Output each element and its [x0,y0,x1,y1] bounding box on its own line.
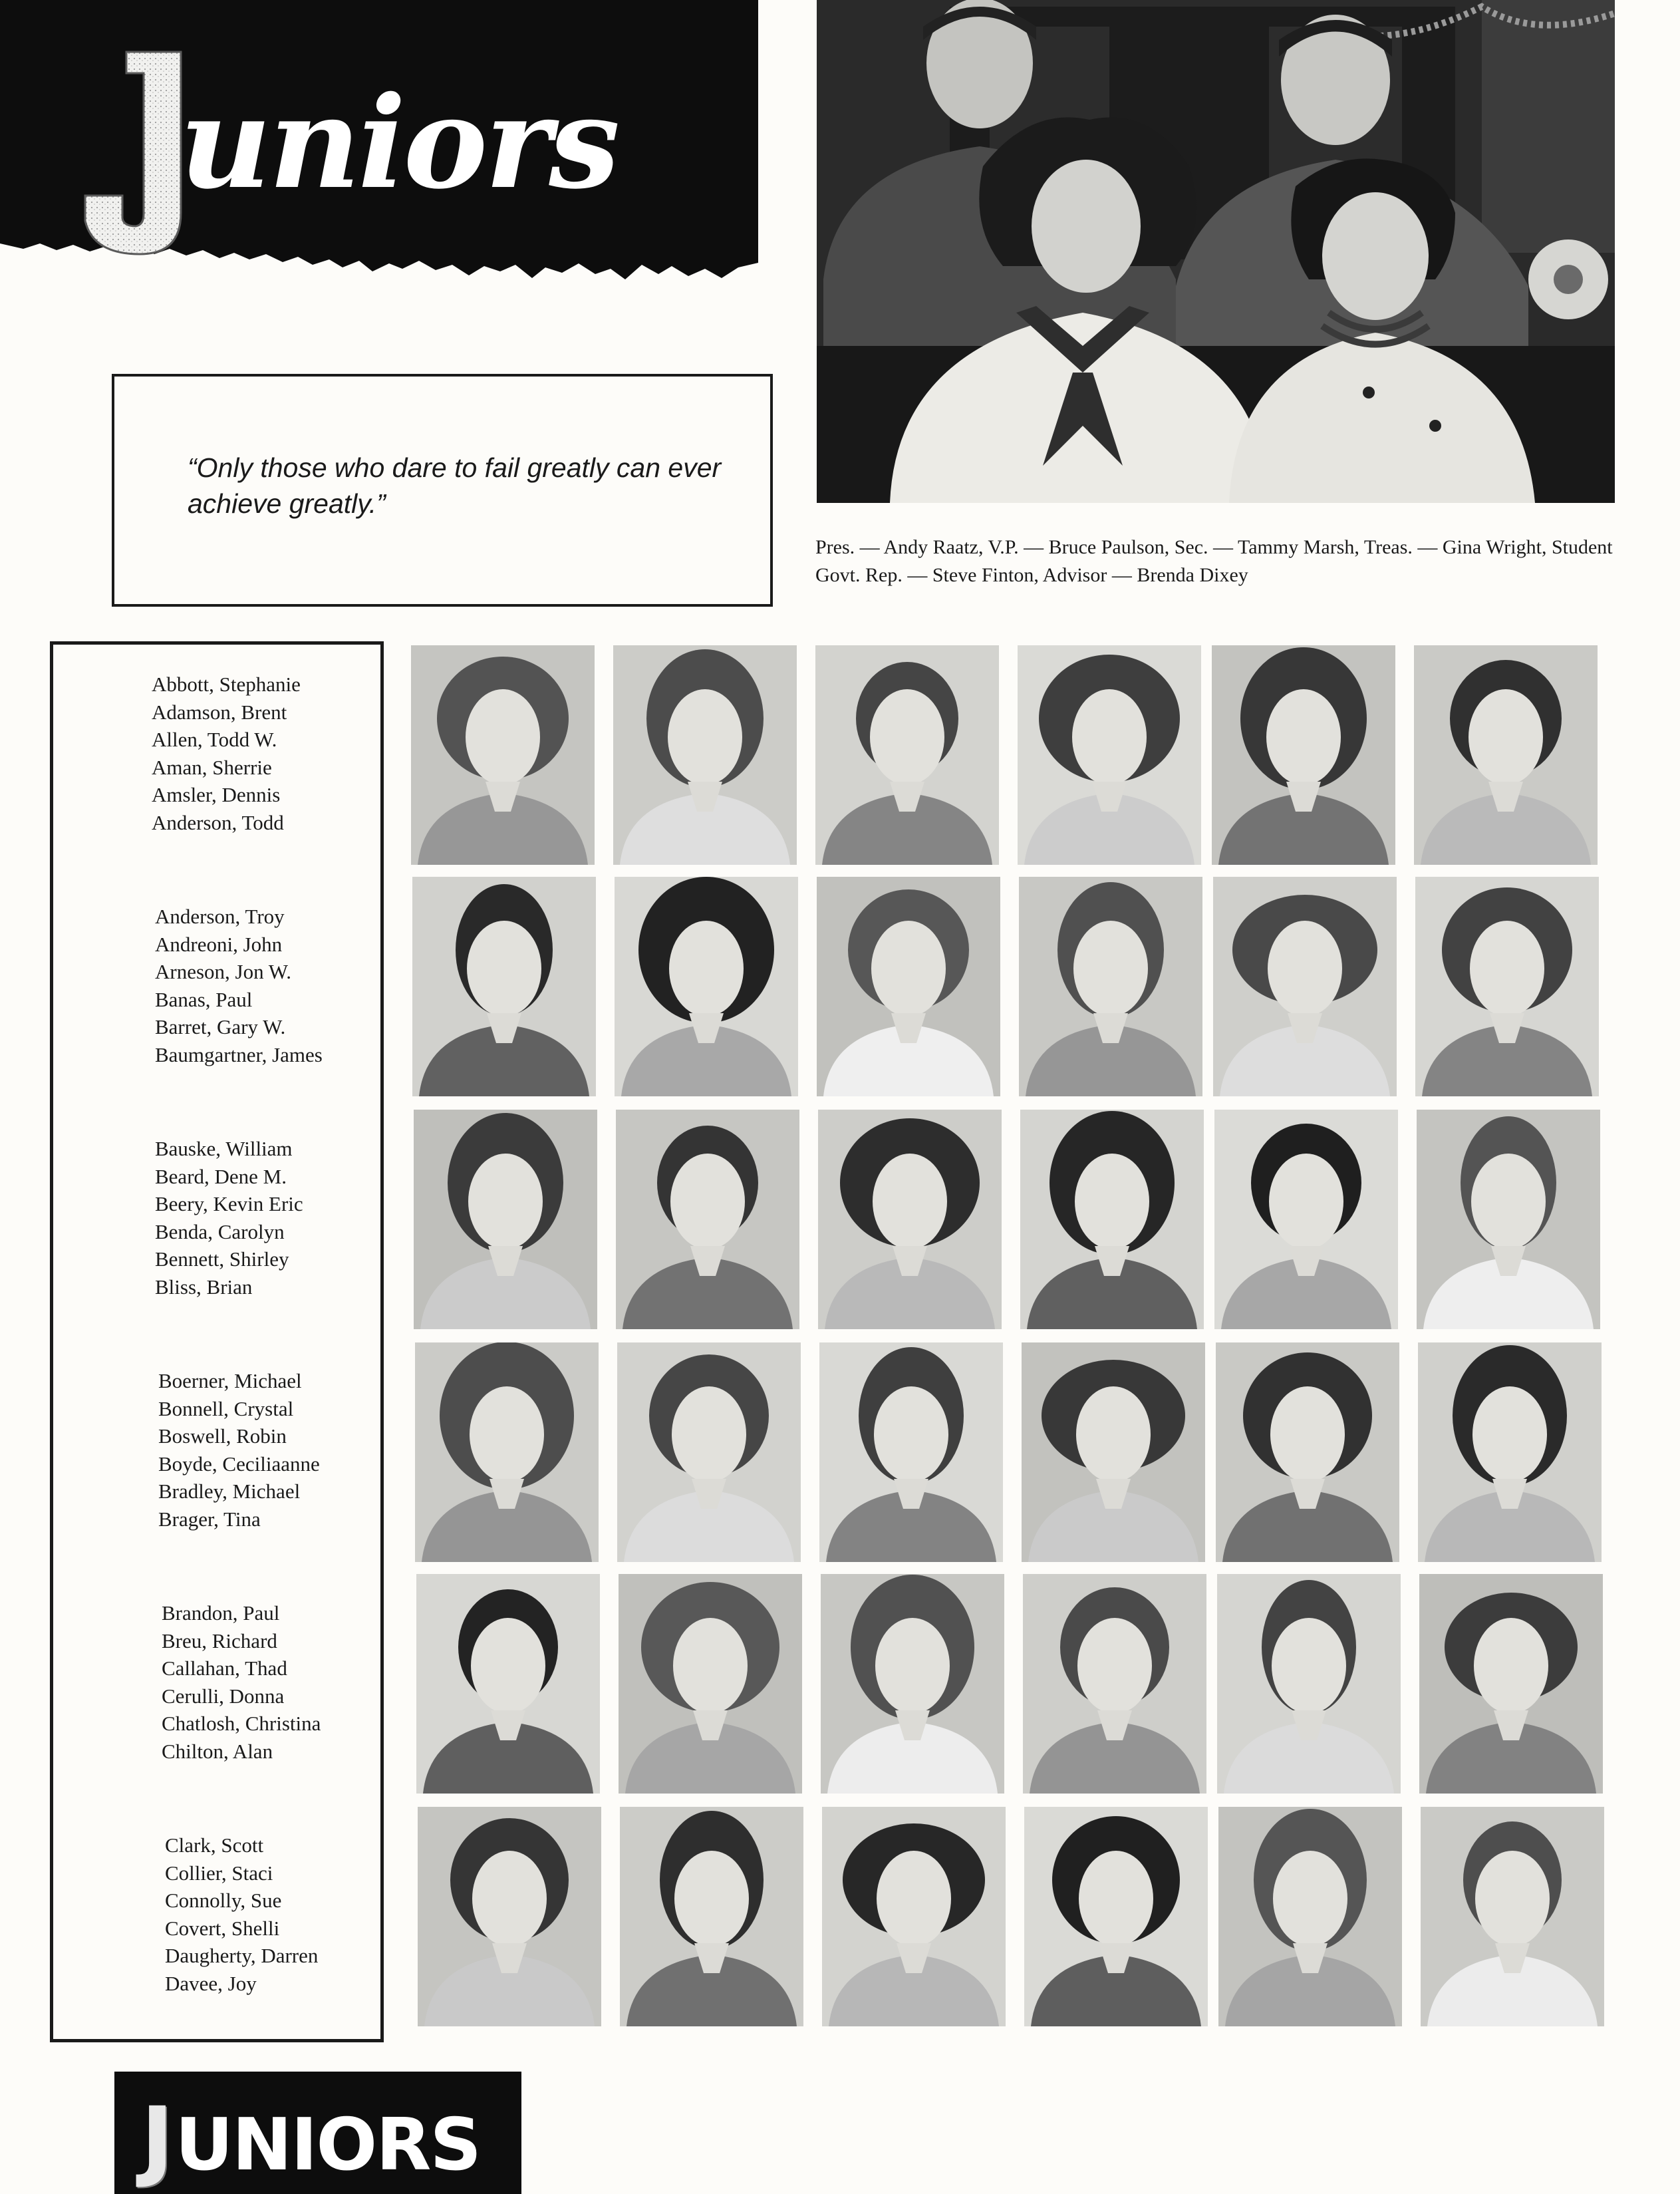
officers-caption: Pres. — Andy Raatz, V.P. — Bruce Paulson, Sec. — Tammy Marsh, Treas. — Gina Wright, Student Govt. Rep. — Steve Finton, Advisor — Brenda Dixey [815,536,1613,586]
name-group [158,1367,320,1533]
student-portrait [619,1574,802,1794]
portrait-image [1022,1342,1205,1562]
student-portrait [1414,645,1598,865]
student-name: Andreoni, John [155,932,283,956]
student-name: Bennett, Shirley [155,1247,289,1271]
portrait-image [821,1574,1004,1794]
student-portrait [412,877,596,1096]
portrait-image [1421,1807,1604,2026]
student-name: Callahan, Thad [162,1656,287,1680]
portrait-image [1417,1110,1600,1329]
student-name: Boswell, Robin [158,1424,287,1448]
student-name: Amsler, Dennis [152,783,281,806]
student-portrait [1418,1342,1602,1562]
student-portrait [1022,1342,1205,1562]
student-name: Anderson, Troy [155,905,285,928]
student-name: Covert, Shelli [165,1916,280,1940]
student-portrait [613,645,797,865]
student-name: Bauske, William [155,1137,293,1160]
portrait-image [416,1574,600,1794]
officers-photo-image [817,0,1615,503]
portrait-image [1418,1342,1602,1562]
class-officers-photo [817,0,1615,503]
portrait-image [613,645,797,865]
name-group [155,903,323,1068]
portrait-image [1019,877,1202,1096]
student-name: Boerner, Michael [158,1369,302,1392]
portrait-image [1213,877,1397,1096]
student-name: Boyde, Ceciliaanne [158,1452,320,1476]
student-name: Brager, Tina [158,1507,261,1531]
portrait-image [1216,1342,1399,1562]
portrait-image [616,1110,799,1329]
student-portrait [615,877,798,1096]
student-name: Bonnell, Crystal [158,1396,294,1420]
student-portrait [817,877,1000,1096]
student-portrait [414,1110,597,1329]
student-name: Aman, Sherrie [152,755,272,779]
student-portrait [616,1110,799,1329]
page-title: uniors [180,69,618,217]
student-name: Davee, Joy [165,1971,257,1995]
student-portrait [418,1807,601,2026]
student-name: Beery, Kevin Eric [155,1192,303,1215]
student-name: Beard, Dene M. [155,1164,287,1188]
portrait-image [1419,1574,1603,1794]
student-portrait [819,1342,1003,1562]
portrait-image [1024,1807,1208,2026]
footer-initial: J [141,2088,173,2191]
student-name: Chatlosh, Christina [162,1712,321,1735]
portrait-image [815,645,999,865]
quote-text: “Only those who dare to fail greatly can ever achieve greatly.” [188,452,722,519]
student-portrait [1419,1574,1603,1794]
student-portrait [1023,1574,1206,1794]
student-name: Chilton, Alan [162,1739,273,1763]
portrait-image [620,1807,803,2026]
student-portrait [1216,1342,1399,1562]
portrait-image [822,1807,1006,2026]
footer-rest: UNIORS [175,2104,481,2187]
name-group [152,671,301,836]
student-portrait [1019,877,1202,1096]
portrait-image [418,1807,601,2026]
student-portrait [620,1807,803,2026]
student-name: Connolly, Sue [165,1889,282,1912]
portrait-image [817,877,1000,1096]
name-group [162,1599,321,1765]
student-portrait [617,1342,801,1562]
portrait-image [412,877,596,1096]
portrait-image [1020,1110,1204,1329]
portrait-image [1415,877,1599,1096]
student-portrait [415,1342,599,1562]
portrait-image [1214,1110,1398,1329]
student-portrait [1212,645,1395,865]
portrait-image [819,1342,1003,1562]
student-name: Adamson, Brent [152,700,287,724]
student-name: Barret, Gary W. [155,1015,286,1038]
student-portrait [1213,877,1397,1096]
student-portrait [822,1807,1006,2026]
quote-box [112,374,773,607]
name-group [165,1831,318,1997]
student-portrait [1020,1110,1204,1329]
footer-section-text [141,2088,481,2191]
student-name: Bliss, Brian [155,1275,253,1299]
student-portrait [1018,645,1201,865]
student-portrait [1415,877,1599,1096]
portrait-image [1023,1574,1206,1794]
student-name: Baumgartner, James [155,1042,323,1066]
portrait-image [415,1342,599,1562]
student-portrait [821,1574,1004,1794]
portrait-image [617,1342,801,1562]
portrait-image [1018,645,1201,865]
student-portrait [815,645,999,865]
student-portrait [1217,1574,1401,1794]
student-name: Anderson, Todd [152,810,284,834]
student-portrait [416,1574,600,1794]
student-portrait [1421,1807,1604,2026]
student-portrait [411,645,595,865]
student-name: Daugherty, Darren [165,1944,319,1967]
portrait-image [414,1110,597,1329]
portrait-image [1212,645,1395,865]
student-name: Abbott, Stephanie [152,673,301,696]
portrait-image [1218,1807,1402,2026]
title-banner [0,0,758,306]
student-name: Breu, Richard [162,1629,277,1652]
name-group [155,1135,303,1301]
footer-section-label [114,2072,521,2194]
student-name: Allen, Todd W. [152,728,277,751]
portrait-image [411,645,595,865]
student-portrait [818,1110,1002,1329]
student-name: Bradley, Michael [158,1480,301,1503]
student-name: Banas, Paul [155,987,253,1011]
portrait-image [1414,645,1598,865]
student-portrait [1214,1110,1398,1329]
student-name: Collier, Staci [165,1861,273,1885]
student-name: Cerulli, Donna [162,1684,285,1708]
portrait-image [615,877,798,1096]
student-portrait [1417,1110,1600,1329]
title-initial-letter-graphic [80,47,193,259]
portrait-image [619,1574,802,1794]
student-name: Clark, Scott [165,1833,264,1857]
portrait-image [1217,1574,1401,1794]
student-name: Arneson, Jon W. [155,960,291,983]
student-portrait [1218,1807,1402,2026]
student-name: Benda, Carolyn [155,1219,285,1243]
portrait-image [818,1110,1002,1329]
student-name: Brandon, Paul [162,1601,280,1625]
student-portrait [1024,1807,1208,2026]
